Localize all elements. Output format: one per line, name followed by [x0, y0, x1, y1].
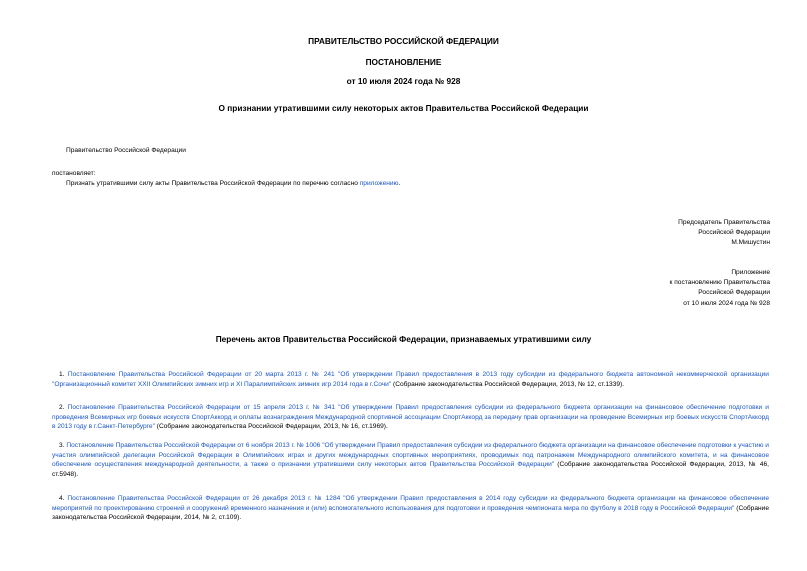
appendix-header-block: [670, 268, 771, 309]
signature-block: [678, 218, 770, 249]
list-item: 1. Постановление Правительства Российской Федерации от 20 марта 2013 г. № 241 "Об утверждении Правил предоставления в 2013 году субсидии из федерального бюджета автономной некоммерческой организации "Организационный комитет XXII Олимпийских зимних игр и XI Паралимпийских зимних игр 2014 года в г.Сочи" (Собрание законодательства Российской Федерации, 2013, № 12, ст.1339).: [52, 371, 769, 388]
signature-name: М.Мишустин: [731, 239, 770, 247]
signature-position: Председатель Правительства: [678, 219, 770, 226]
act-link[interactable]: Постановление Правительства Российской Федерации от 6 ноября 2013 г. № 1006 "Об утверждении Правил предоставления субсидии из федерального бюджета организации на финансовое обеспечение подготовки к участию и участия олимпийской делегации Российской Федерации в Олимпийских играх и других международных спортивных мероприятиях, проводимых под патронажем Международного олимпийского комитета, и на финансовое обеспечение осуществления международной деятельности, а также о признании утратившими силу некоторых актов Правительства Российской Федерации": [52, 442, 769, 469]
issuer-text: Правительство Российской Федерации: [66, 147, 186, 154]
appendix-link[interactable]: приложению: [359, 180, 399, 187]
act-link[interactable]: Постановление Правительства Российской Федерации от 20 марта 2013 г. № 241 "Об утверждении Правил предоставления в 2013 году субсидии из федерального бюджета автономной некоммерческой организации "Организационный комитет XXII Олимпийских зимних игр и XI Паралимпийских зимних игр 2014 года в г.Сочи": [52, 371, 769, 388]
decision-paragraph: [66, 179, 400, 189]
document-title: О признании утратившими силу некоторых актов Правительства Российской Федерации: [218, 103, 589, 113]
list-item: 2. Постановление Правительства Российской Федерации от 15 апреля 2013 г. № 341 "Об утверждении Правил предоставления субсидии из федерального бюджета организации на финансовое обеспечение подготовки и проведения Всемирных игр боевых искусств СпортАккорд и оплаты вознаграждения Международной спортивной ассоциации СпортАккорд за передачу прав организации на проведение Всемирных игр боевых искусств СпортАккорд в 2013 году в г.Санкт-Петербурге" (Собрание законодательства Российской Федерации, 2013, № 16, ст.1969).: [52, 404, 769, 431]
appendix-label: Приложение: [731, 269, 770, 276]
appendix-title: Перечень актов Правительства Российской Федерации, признаваемых утратившими силу: [215, 334, 592, 344]
government-heading: ПРАВИТЕЛЬСТВО РОССИЙСКОЙ ФЕДЕРАЦИИ: [308, 36, 499, 46]
document-type-heading: ПОСТАНОВЛЕНИЕ: [365, 57, 442, 67]
appendix-to-decree: к постановлению Правительства: [669, 279, 770, 287]
appendix-date-number: от 10 июля 2024 года № 928: [683, 299, 770, 307]
list-item: 4. Постановление Правительства Российской Федерации от 26 декабря 2013 г. № 1284 "Об утверждении Правил предоставления в 2014 году субсидии из федерального бюджета организации на финансовое обеспечение мероприятий по проектированию строений и сооружений временного назначения и (или) вспомогательного использования для подготовки и проведения чемпионата мира по футболу в 2018 году в Российской Федерации" (Собрание законодательства Российской Федерации, 2014, № 2, ст.109).: [52, 495, 769, 522]
list-item: 3. Постановление Правительства Российской Федерации от 6 ноября 2013 г. № 1006 "Об утверждении Правил предоставления субсидии из федерального бюджета организации на финансовое обеспечение подготовки к участию и участия олимпийской делегации Российской Федерации в Олимпийских играх и других международных спортивных мероприятиях, проводимых под патронажем Международного олимпийского комитета, и на финансовое обеспечение осуществления международной деятельности, а также о признании утратившими силу некоторых актов Правительства Российской Федерации" (Собрание законодательства Российской Федерации, 2013, № 46, ст.5948).: [52, 442, 769, 478]
decision-end: .: [398, 180, 401, 187]
decision-text: Признать утратившими силу акты Правительства Российской Федерации по перечню согласно: [66, 180, 360, 187]
signature-organization: Российской Федерации: [698, 229, 770, 237]
date-number-heading: от 10 июля 2024 года № 928: [346, 76, 461, 86]
act-link[interactable]: Постановление Правительства Российской Федерации от 15 апреля 2013 г. № 341 "Об утверждении Правил предоставления субсидии из федерального бюджета организации на финансовое обеспечение подготовки и проведения Всемирных игр боевых искусств СпортАккорд и оплаты вознаграждения Международной спортивной ассоциации СпортАккорд за передачу прав организации на проведение Всемирных игр боевых искусств СпортАккорд в 2013 году в г.Санкт-Петербурге": [52, 404, 769, 431]
act-link[interactable]: Постановление Правительства Российской Федерации от 26 декабря 2013 г. № 1284 "Об утверждении Правил предоставления в 2014 году субсидии из федерального бюджета организации на финансовое обеспечение мероприятий по проектированию строений и сооружений временного назначения и (или) вспомогательного использования для подготовки и проведения чемпионата мира по футболу в 2018 году в Российской Федерации": [52, 495, 769, 512]
decree-word: постановляет:: [52, 170, 96, 177]
appendix-organization: Российской Федерации: [698, 289, 770, 297]
